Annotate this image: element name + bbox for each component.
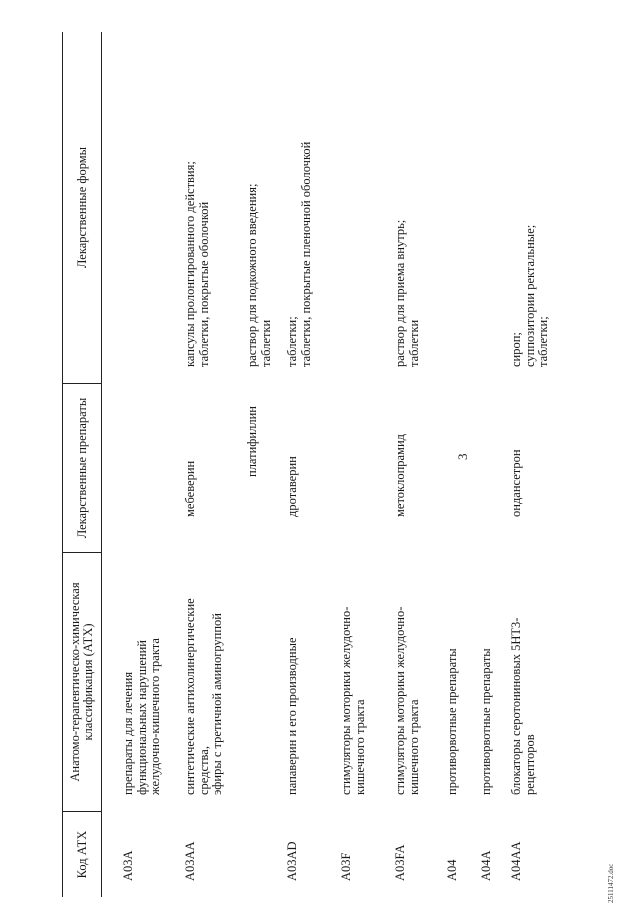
header-drugs: Лекарственные препараты xyxy=(74,397,89,539)
header-classification: Анатомо-терапевтическо-химическая классификация (АТХ) xyxy=(68,582,95,782)
row-classification: противорвотные препараты xyxy=(445,648,459,795)
row-classification: противорвотные препараты xyxy=(479,648,493,795)
table-row xyxy=(340,32,394,897)
row-classification: синтетические антихолинергические средства, эфиры с третичной аминогруппой xyxy=(183,598,224,795)
row-code: A04A xyxy=(479,850,493,881)
row-code: A04 xyxy=(445,859,459,881)
header-code: Код АТХ xyxy=(74,830,89,879)
row-drug: платифиллин xyxy=(245,406,259,477)
row-drug: дротаверин xyxy=(285,456,299,517)
row-drug: метоклопрамид xyxy=(393,433,407,517)
row-code: A03AD xyxy=(285,841,299,881)
table-row xyxy=(122,32,174,897)
column-divider xyxy=(63,383,101,384)
table-row xyxy=(286,32,340,897)
row-code: A04AA xyxy=(509,841,523,881)
table-row xyxy=(184,32,246,897)
row-forms: раствор для приема внутрь; таблетки xyxy=(393,219,421,367)
document-footer: 25111472.doc xyxy=(607,863,615,903)
page-number: 3 xyxy=(455,453,470,460)
row-forms: раствор для подкожного введения; таблетки xyxy=(245,183,273,367)
table-row xyxy=(480,32,510,897)
row-forms: сироп; суппозитории ректальные; таблетки; xyxy=(509,224,550,367)
row-code: A03FA xyxy=(393,844,407,881)
row-drug: мебеверин xyxy=(183,460,197,517)
row-code: A03AA xyxy=(183,841,197,881)
table-row xyxy=(394,32,446,897)
column-divider xyxy=(63,552,101,553)
row-classification: блокаторы серотониновых 5HT3- рецепторов xyxy=(509,617,537,795)
row-code: A03F xyxy=(339,852,353,881)
row-classification: папаверин и его производные xyxy=(285,637,299,795)
atc-table xyxy=(62,32,570,897)
table-row xyxy=(446,32,480,897)
row-forms: таблетки; таблетки, покрытые пленочной оболочкой xyxy=(285,141,313,367)
table-row xyxy=(510,32,570,897)
table-header xyxy=(63,32,102,897)
table-row xyxy=(246,32,286,897)
row-drug: ондансетрон xyxy=(509,449,523,517)
row-classification: стимуляторы моторики желудочно- кишечного тракта xyxy=(393,606,421,795)
column-divider xyxy=(63,811,101,812)
row-classification: стимуляторы моторики желудочно- кишечного тракта xyxy=(339,606,367,795)
row-classification: препараты для лечения функциональных нарушений желудочно-кишечного тракта xyxy=(121,638,162,795)
row-code: A03A xyxy=(121,850,135,881)
row-forms: капсулы пролонгированного действия; таблетки, покрытые оболочкой xyxy=(183,161,211,367)
header-forms: Лекарственные формы xyxy=(74,146,89,269)
